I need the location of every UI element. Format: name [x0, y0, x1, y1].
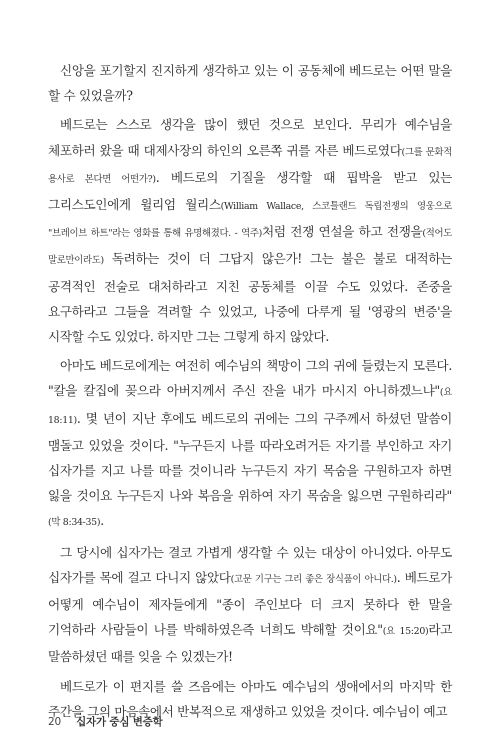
paragraph-3-text-b: . 몇 년이 지난 후에도 베드로의 귀에는 그의 구주께서 하셨던 말씀이 맴돌고 있었을 것이다. "누구든지 나를 따라오려거든 자기를 부인하고 자기 십자가를 지고 나를 따를 것이니라 누구든지 자기 목숨을 구원하고자 하면 잃을 것이요 누구든지 나와 복음을 위하여 자기 목숨을 잃으면 구원하리라" — [48, 410, 452, 504]
paragraph-3-reference-a: (요 18:11) — [48, 387, 452, 426]
paragraph-2-text-c: 처럼 전쟁 연설을 하고 전쟁을 — [262, 224, 423, 240]
paragraph-4-aside: (고문 기구는 그리 좋은 장식품이 아니다.) — [230, 573, 397, 585]
paragraph-2-aside-a: (그를 문화적 용사로 본다면 어떤가?) — [48, 146, 452, 185]
page-body — [48, 58, 452, 728]
paragraph-4-text-c: 라고 말씀하셨던 때를 잊을 수 있겠는가! — [48, 622, 452, 665]
paragraph-4-text-a: 그 당시에 십자가는 결코 가볍게 생각할 수 있는 대상이 아니었다. 아무도 십자가를 목에 걸고 다니지 않았다 — [48, 544, 452, 585]
paragraph-2-text-d: 독려하는 것이 더 그답지 않은가! 그는 불은 불로 대적하는 공격적인 전술로 대처하라고 지친 공동체를 이끌 수도 있었다. 존중을 요구하라고 그들을 격려할 수 있었고, 나중에 다루게 될 '영광의 변증'을 시작할 수도 있었다. 하지만 그는 그렇게 하지 않았다. — [48, 251, 452, 345]
paragraph-3 — [48, 353, 452, 535]
page-footer — [48, 714, 163, 729]
paragraph-5-text: 베드로가 이 편지를 쓸 즈음에는 아마도 예수님의 생애에서의 마지막 한 주간을 그의 마음속에서 반복적으로 재생하고 있었을 것이다. 예수님이 예고 — [48, 678, 452, 719]
paragraph-3-text-a: 아마도 베드로에게는 여전히 예수님의 책망이 그의 귀에 들렸는지 모른다. "칼을 칼집에 꽂으라 아버지께서 주신 잔을 내가 마시지 아니하겠느냐" — [48, 358, 452, 399]
paragraph-2-text-a: 베드로는 스스로 생각을 많이 했던 것으로 보인다. 무리가 예수님을 체포하러 왔을 때 대제사장의 하인의 오른쪽 귀를 자른 베드로였다 — [48, 117, 452, 158]
paragraph-2 — [48, 112, 452, 349]
paragraph-3-reference-b: (막 8:34-35) — [48, 517, 101, 529]
paragraph-4-text-b: . 베드로가 어떻게 예수님이 제자들에게 "종이 주인보다 더 크지 못하다 한 말을 기억하라 사람들이 나를 박해하였은즉 너희도 박해할 것이요" — [48, 569, 452, 638]
paragraph-3-text-c: . — [100, 513, 104, 529]
paragraph-4 — [48, 540, 452, 670]
paragraph-1 — [48, 58, 452, 108]
paragraph-1-text: 신앙을 포기할지 진지하게 생각하고 있는 이 공동체에 베드로는 어떤 말을 할 수 있었을까? — [48, 63, 452, 104]
paragraph-2-aside-b: (적어도 말로만이라도) — [48, 228, 452, 267]
paragraph-2-translator-note: (William Wallace, 스코틀랜드 독립전쟁의 영웅으로 "브레이브 하트"라는 영화를 통해 유명해졌다. - 역주) — [48, 201, 452, 240]
book-title: 십자가 중심 변증학 — [76, 716, 163, 728]
page-number: 20 — [48, 716, 61, 728]
paragraph-2-text-b: . 베드로의 기질을 생각할 때 핍박을 받고 있는 그리스도인에게 윌리엄 월리스 — [48, 169, 452, 213]
paragraph-4-reference: (요 15:20) — [382, 626, 429, 638]
